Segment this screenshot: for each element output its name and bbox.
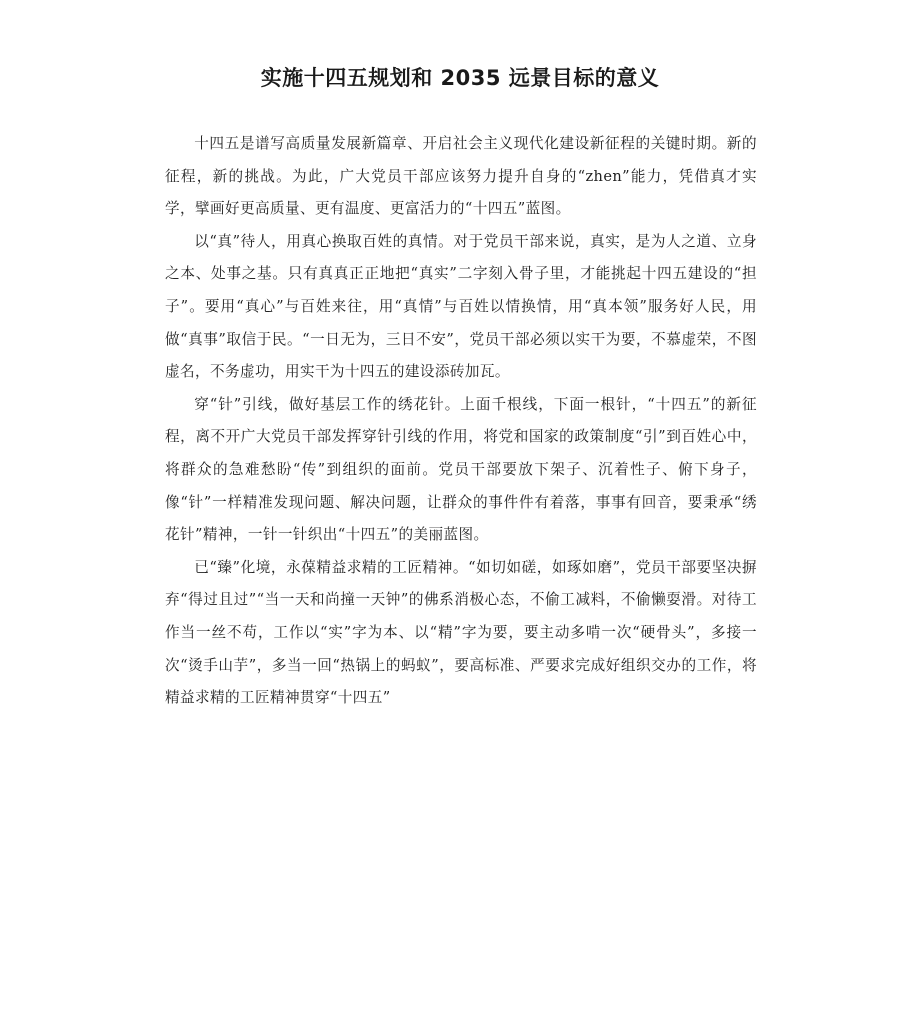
paragraph: 十四五是谱写高质量发展新篇章、开启社会主义现代化建设新征程的关键时期。新的征程，新的挑战。为此，广大党员干部应该努力提升自身的“zhen”能力，凭借真才实学，擘画好更高质量、更有温度、更富活力的“十四五”蓝图。 [165,135,757,218]
paragraph: 以“真”待人，用真心换取百姓的真情。对于党员干部来说，真实，是为人之道、立身之本、处事之基。只有真真正正地把“真实”二字刻入骨子里，才能挑起十四五建设的“担子”。要用“真心”与百姓来往，用“真情”与百姓以情换情，用“真本领”服务好人民，用做“真事”取信于民。“一日无为，三日不安”，党员干部必须以实干为要，不慕虚荣，不图虚名，不务虚功，用实干为十四五的建设添砖加瓦。 [165,232,757,381]
paragraph: 穿“针”引线，做好基层工作的绣花针。上面千根线，下面一根针，“十四五”的新征程，离不开广大党员干部发挥穿针引线的作用，将党和国家的政策制度“引”到百姓心中，将群众的急难愁盼“传”到组织的面前。党员干部要放下架子、沉着性子、俯下身子，像“针”一样精准发现问题、解决问题，让群众的事件件有着落，事事有回音，要秉承“绣花针”精神，一针一针织出“十四五”的美丽蓝图。 [165,395,757,544]
document-body [165,128,757,715]
paragraph: 已“臻”化境，永葆精益求精的工匠精神。“如切如磋，如琢如磨”，党员干部要坚决摒弃“得过且过”“当一天和尚撞一天钟”的佛系消极心态，不偷工减料，不偷懒耍滑。对待工作当一丝不苟，工作以“实”字为本、以“精”字为要，要主动多啃一次“硬骨头”，多接一次“烫手山芋”，多当一回“热锅上的蚂蚁”，要高标准、严要求完成好组织交办的工作，将精益求精的工匠精神贯穿“十四五” [165,558,757,707]
document-title: 实施十四五规划和 2035 远景目标的意义 [260,66,660,90]
